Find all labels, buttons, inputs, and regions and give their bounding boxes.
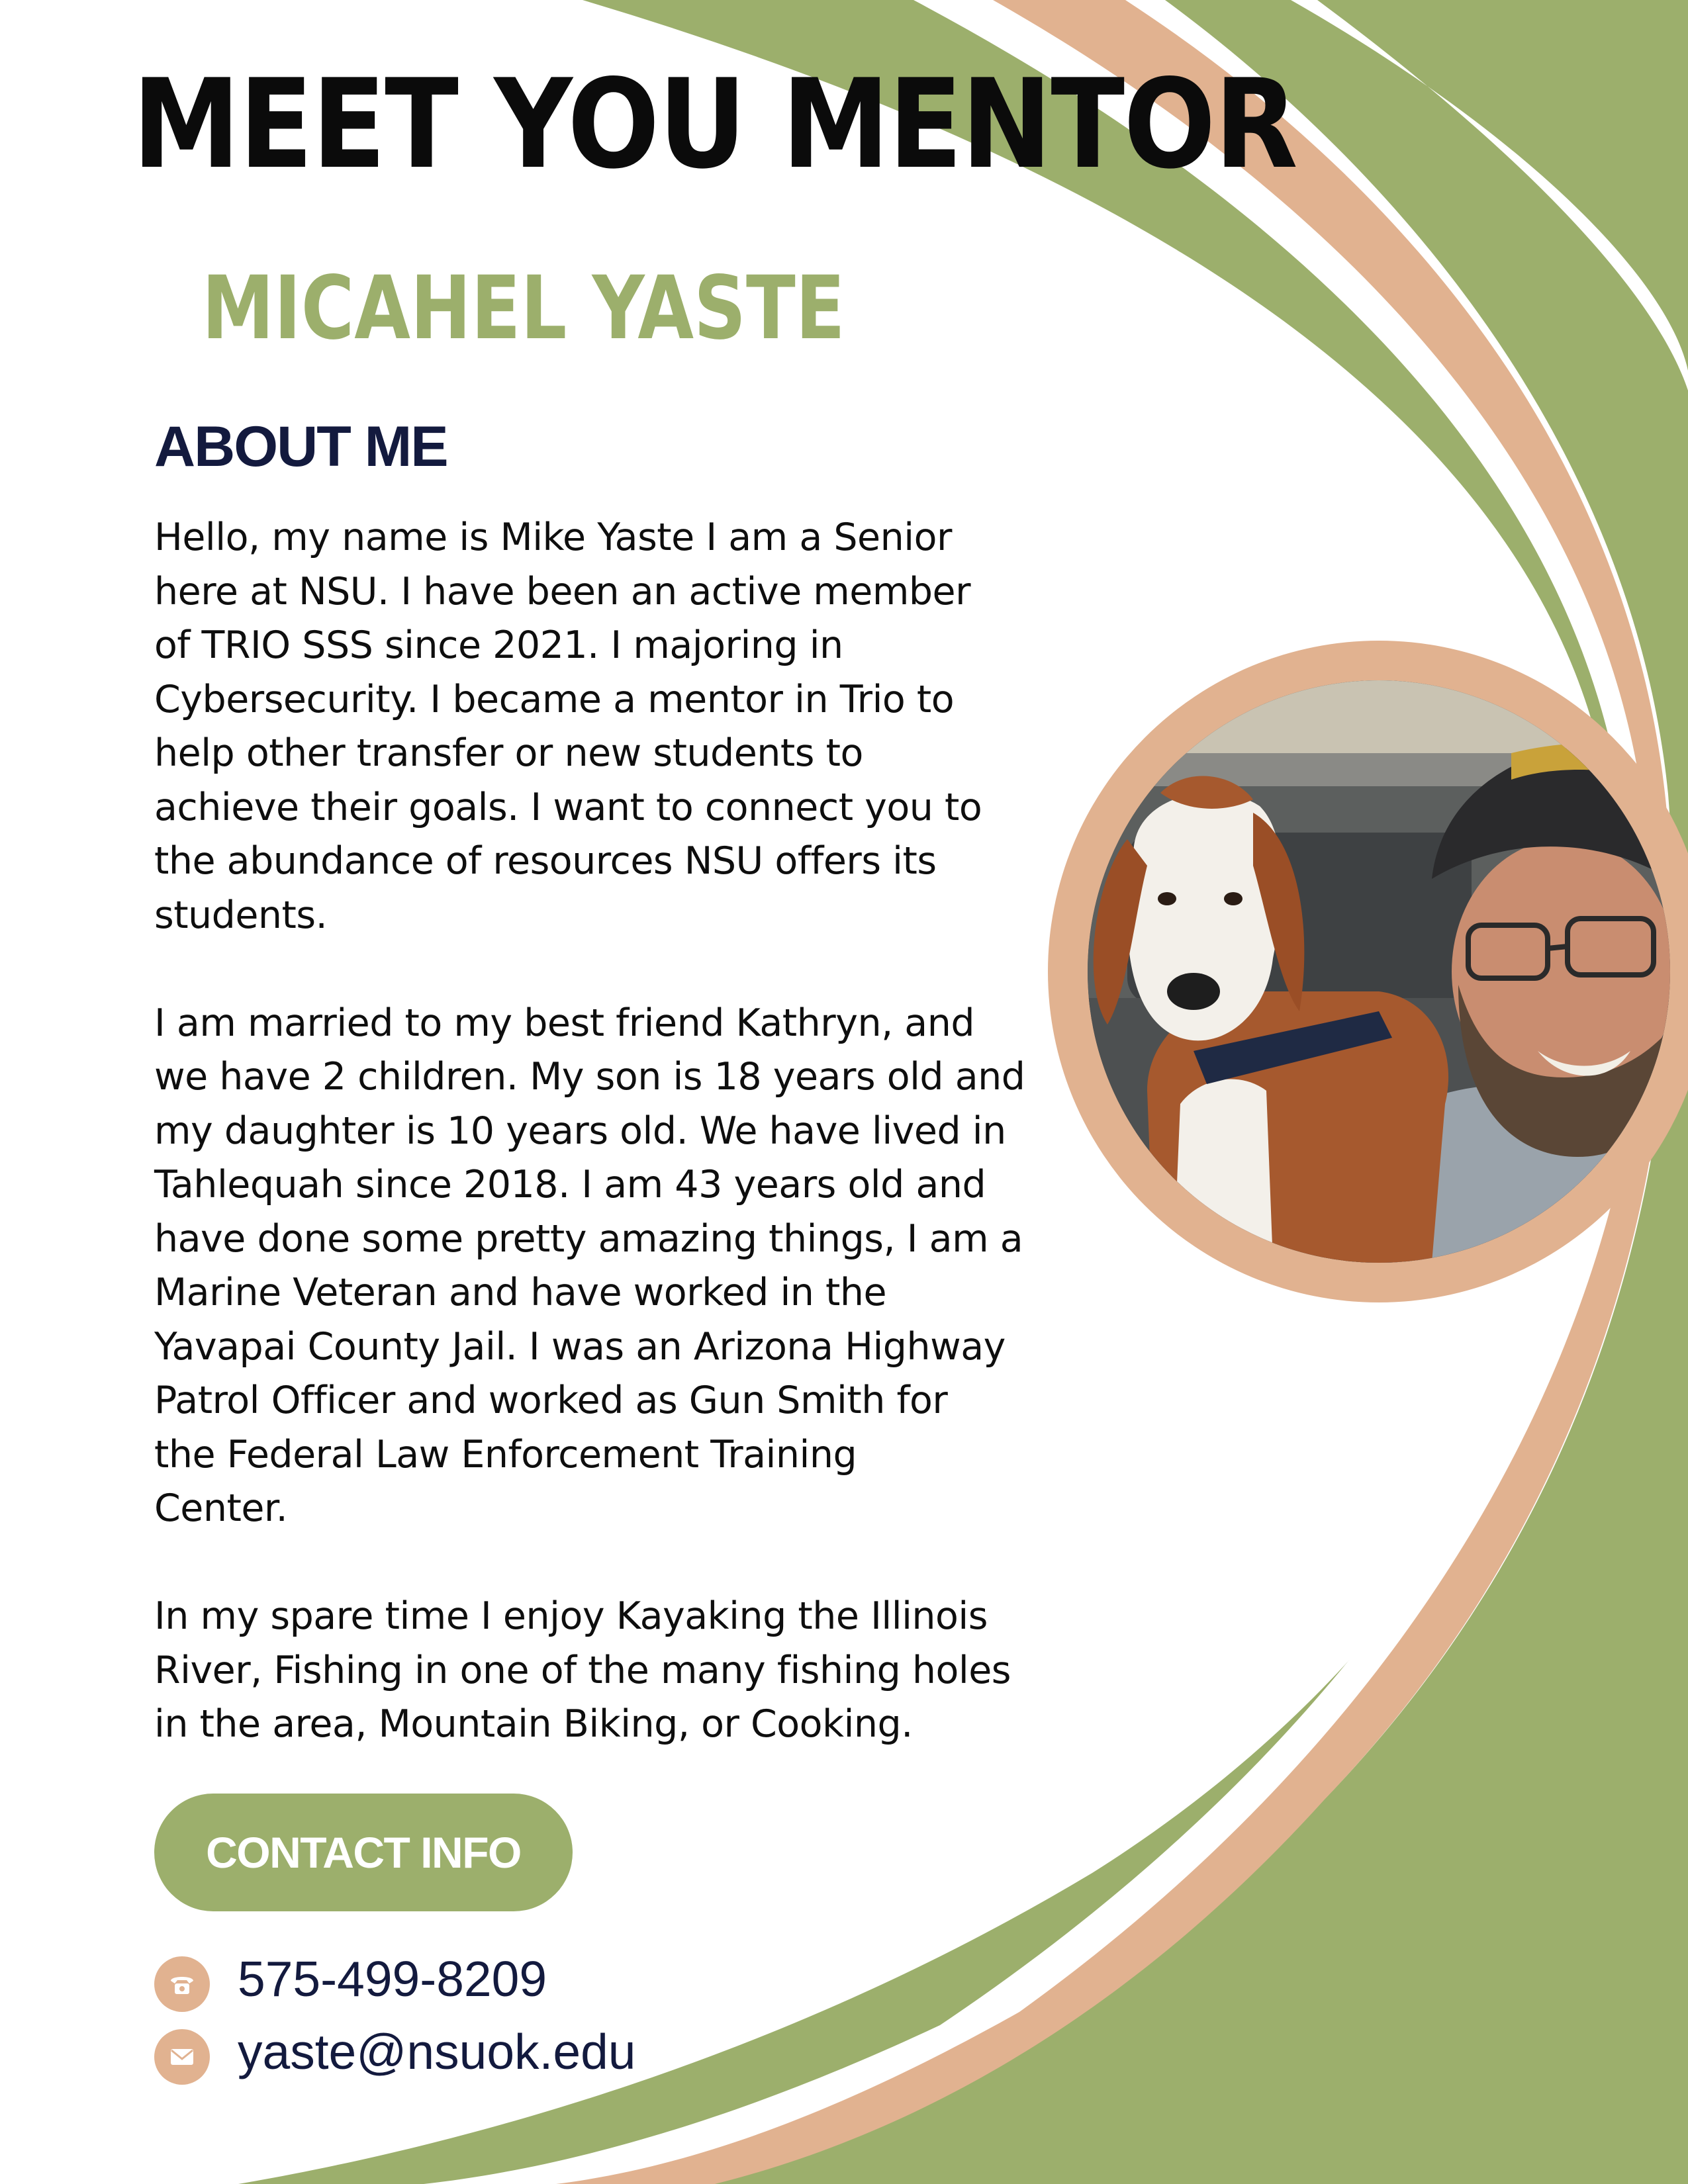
phone-number[interactable]: 575-499-8209 [238, 1951, 547, 2007]
mentor-photo-with-dog-icon [1088, 680, 1670, 1263]
photo-frame [1048, 641, 1688, 1302]
mentor-name: MICAHEL YASTE [202, 257, 845, 359]
about-heading: ABOUT ME [154, 415, 447, 478]
about-body [154, 511, 1088, 1805]
bio-paragraph: I am married to my best friend Kathryn, and we have 2 children. My son is 18 years old and my daughter is 10 years old. We have lived in Tahlequah since 2018. I am 43 years old and have done some pretty amazing things, I am a Marine Veteran and have worked in the Yavapai County Jail. I was an Arizona Highway Patrol Officer and worked as Gun Smith for the Federal Law Enforcement Training Center. [154, 1001, 1025, 1530]
contact-phone[interactable] [154, 1946, 547, 2012]
email-address[interactable]: yaste@nsuok.edu [238, 2024, 636, 2079]
page-title: MEET YOU MENTOR [132, 52, 1297, 196]
mentor-photo [1088, 680, 1670, 1263]
phone-icon [154, 1956, 210, 2012]
contact-info-heading: CONTACT INFO [154, 1794, 573, 1911]
bio-paragraph: In my spare time I enjoy Kayaking the Illinois River, Fishing in one of the many fishing holes in the area, Mountain Biking, or Cooking. [154, 1594, 1011, 1746]
bio-paragraph: Hello, my name is Mike Yaste I am a Senior here at NSU. I have been an active member of TRIO SSS since 2021. I majoring in Cybersecurity. I became a mentor in Trio to help other transfer or new students to achieve their goals. I want to connect you to the abundance of resources NSU offers its students. [154, 516, 982, 937]
mail-icon [154, 2029, 210, 2085]
contact-email[interactable] [154, 2019, 636, 2085]
